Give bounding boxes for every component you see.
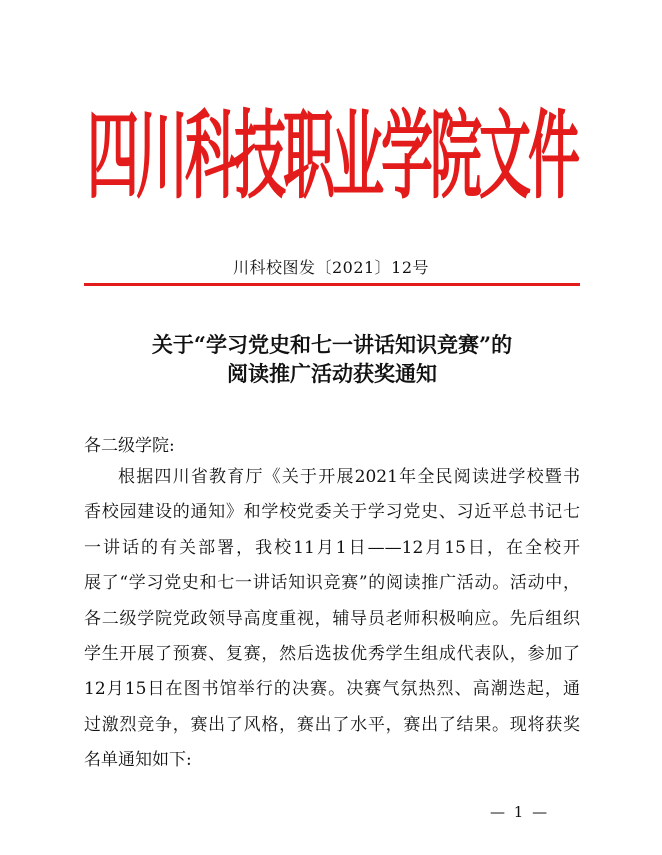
body-line: 各二级学院党政领导高度重视，辅导员老师积极响应。先后组织 <box>84 608 580 629</box>
notice-title-line-2: 阅读推广活动获奖通知 <box>227 361 437 386</box>
body-line: 香校园建设的通知》和学校党委关于学习党史、习近平总书记七 <box>84 502 580 523</box>
body-line: 一讲话的有关部署，我校11月1日——12月15日，在全校开 <box>84 537 580 558</box>
body-line: 12月15日在图书馆举行的决赛。决赛气氛热烈、高潮迭起，通 <box>84 679 580 700</box>
notice-title-line-1: 关于“学习党史和七一讲话知识竞赛”的 <box>151 332 513 357</box>
document-header-title: 四川科技职业学院文件 <box>86 102 577 213</box>
notice-title <box>84 330 580 388</box>
document-number: 川科校图发〔2021〕12号 <box>232 258 430 277</box>
body-line: 展了“学习党史和七一讲话知识竞赛”的阅读推广活动。活动中， <box>84 573 580 594</box>
salutation: 各二级学院: <box>84 436 175 456</box>
body-line: 学生开展了预赛、复赛，然后选拔优秀学生组成代表队，参加了 <box>84 644 580 665</box>
header-red-rule <box>84 283 580 286</box>
body-line: 过激烈竞争，赛出了风格，赛出了水平，赛出了结果。现将获奖 <box>84 714 580 735</box>
body-line: 根据四川省教育厅《关于开展2021年全民阅读进学校暨书 <box>118 467 580 487</box>
page-number: — 1 — <box>490 803 550 821</box>
body-line: 名单通知如下: <box>84 750 192 771</box>
body-paragraph <box>84 460 580 779</box>
